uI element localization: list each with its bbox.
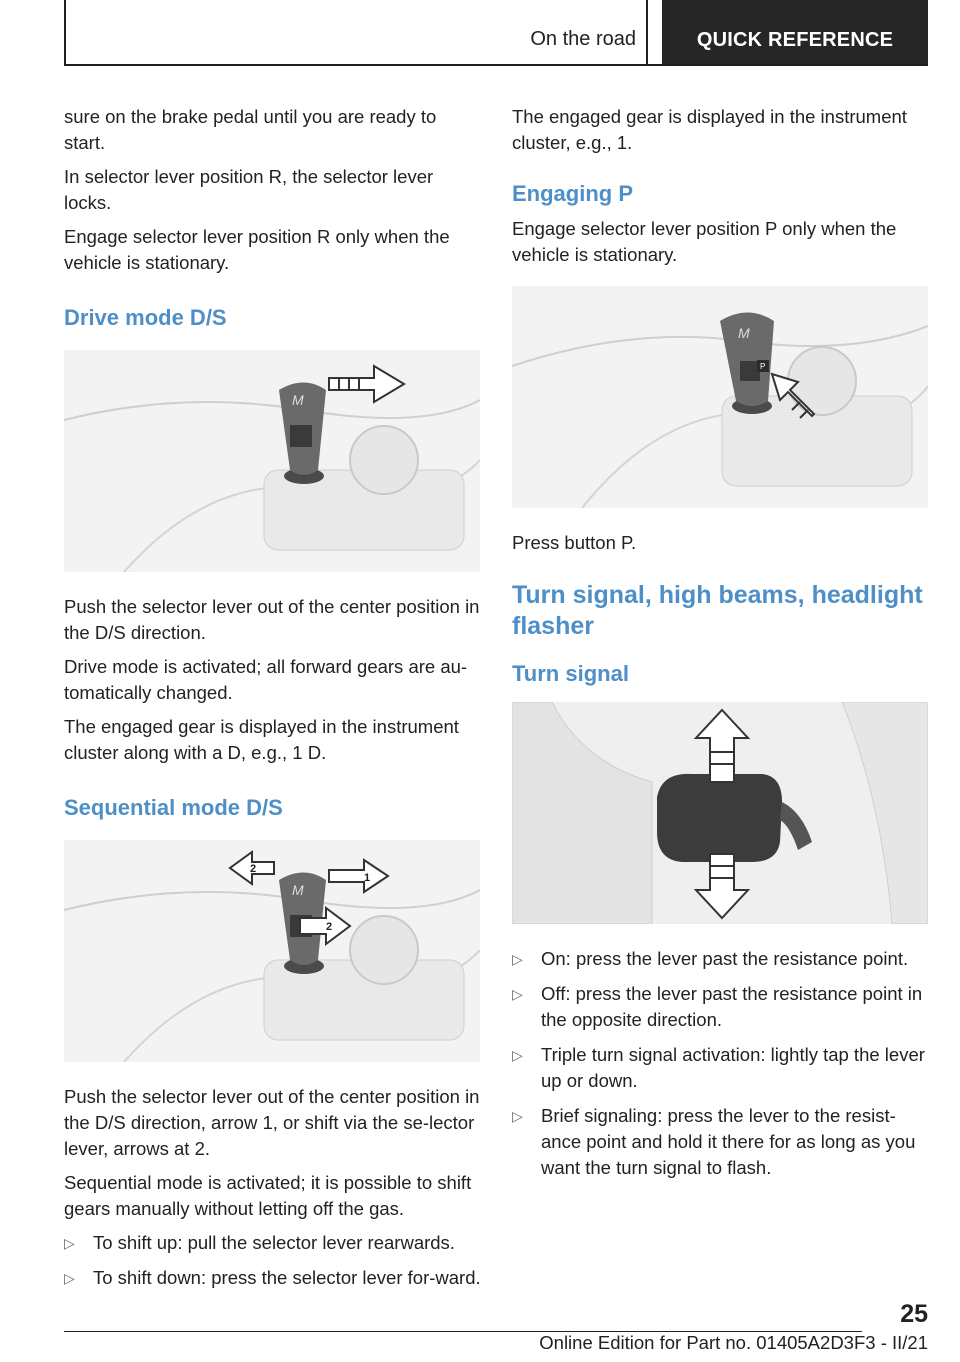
heading-turn-signal: Turn signal bbox=[512, 661, 629, 686]
heading-sequential-mode: Sequential mode D/S bbox=[64, 795, 283, 820]
paragraph: The engaged gear is displayed in the instrument cluster along with a D, e.g., 1 D. bbox=[64, 716, 459, 763]
list-item-text: To shift up: pull the selector lever rearwards. bbox=[93, 1232, 455, 1253]
figure-drive-mode bbox=[64, 350, 480, 572]
m-logo-icon: M bbox=[292, 882, 304, 898]
header-rule bbox=[64, 64, 928, 66]
list-item bbox=[512, 1103, 930, 1181]
triangle-bullet-icon: ▷ bbox=[512, 1047, 523, 1063]
header-section-title: On the road bbox=[530, 28, 636, 50]
m-logo-icon: M bbox=[738, 325, 750, 341]
triangle-bullet-icon: ▷ bbox=[512, 951, 523, 967]
heading-engaging-p: Engaging P bbox=[512, 181, 633, 206]
heading-drive-mode: Drive mode D/S bbox=[64, 305, 227, 330]
m-logo-icon: M bbox=[292, 392, 304, 408]
paragraph: Push the selector lever out of the center position in the D/S direction. bbox=[64, 596, 480, 643]
left-column bbox=[64, 104, 482, 1300]
triangle-bullet-icon: ▷ bbox=[64, 1235, 75, 1251]
list-item bbox=[64, 1230, 482, 1256]
turn-signal-bullet-list bbox=[512, 946, 930, 1181]
paragraph: Engage selector lever position P only when the vehicle is stationary. bbox=[512, 218, 897, 265]
triangle-bullet-icon: ▷ bbox=[64, 1270, 75, 1286]
figure-sequential-mode bbox=[64, 840, 480, 1062]
paragraph: Drive mode is activated; all forward gears are au‐tomatically changed. bbox=[64, 656, 468, 703]
arrow-label: 2 bbox=[250, 863, 257, 875]
figure-engaging-p bbox=[512, 286, 928, 508]
paragraph: Sequential mode is activated; it is possible to shift gears manually without letting off the gas. bbox=[64, 1172, 472, 1219]
heading-turn-signal-high-beams: Turn signal, high beams, headlight flasher bbox=[512, 581, 923, 640]
figure-turn-signal bbox=[512, 702, 928, 924]
right-column bbox=[512, 104, 930, 1190]
list-item-text: To shift down: press the selector lever for‐ward. bbox=[93, 1267, 481, 1288]
paragraph: The engaged gear is displayed in the instrument cluster, e.g., 1. bbox=[512, 106, 907, 153]
list-item bbox=[512, 946, 930, 972]
paragraph: Press button P. bbox=[512, 532, 637, 553]
paragraph: Engage selector lever position R only when the vehicle is stationary. bbox=[64, 226, 450, 273]
list-item-text: Triple turn signal activation: lightly tap the lever up or down. bbox=[541, 1044, 925, 1091]
sequential-bullet-list bbox=[64, 1230, 482, 1291]
header-tab-quick-reference[interactable]: QUICK REFERENCE bbox=[662, 0, 928, 65]
button-p-label: P bbox=[760, 362, 766, 371]
list-item-text: On: press the lever past the resistance point. bbox=[541, 948, 909, 969]
list-item-text: Brief signaling: press the lever to the resist‐ance point and hold it there for as long as you want the turn signal to flash. bbox=[541, 1105, 916, 1178]
triangle-bullet-icon: ▷ bbox=[512, 986, 523, 1002]
paragraph: In selector lever position R, the selector lever locks. bbox=[64, 166, 434, 213]
footer-edition-text: Online Edition for Part no. 01405A2D3F3 - II/21 bbox=[539, 1332, 928, 1353]
list-item bbox=[512, 981, 930, 1033]
paragraph: Push the selector lever out of the center position in the D/S direction, arrow 1, or shift via the se‐lector lever, arrows at 2. bbox=[64, 1086, 480, 1159]
arrow-label: 2 bbox=[326, 921, 333, 933]
arrow-label: 1 bbox=[364, 872, 371, 884]
list-item-text: Off: press the lever past the resistance point in the opposite direction. bbox=[541, 983, 923, 1030]
list-item bbox=[512, 1042, 930, 1094]
triangle-bullet-icon: ▷ bbox=[512, 1108, 523, 1124]
paragraph: sure on the brake pedal until you are ready to start. bbox=[64, 106, 437, 153]
page-number: 25 bbox=[900, 1300, 928, 1328]
list-item bbox=[64, 1265, 482, 1291]
